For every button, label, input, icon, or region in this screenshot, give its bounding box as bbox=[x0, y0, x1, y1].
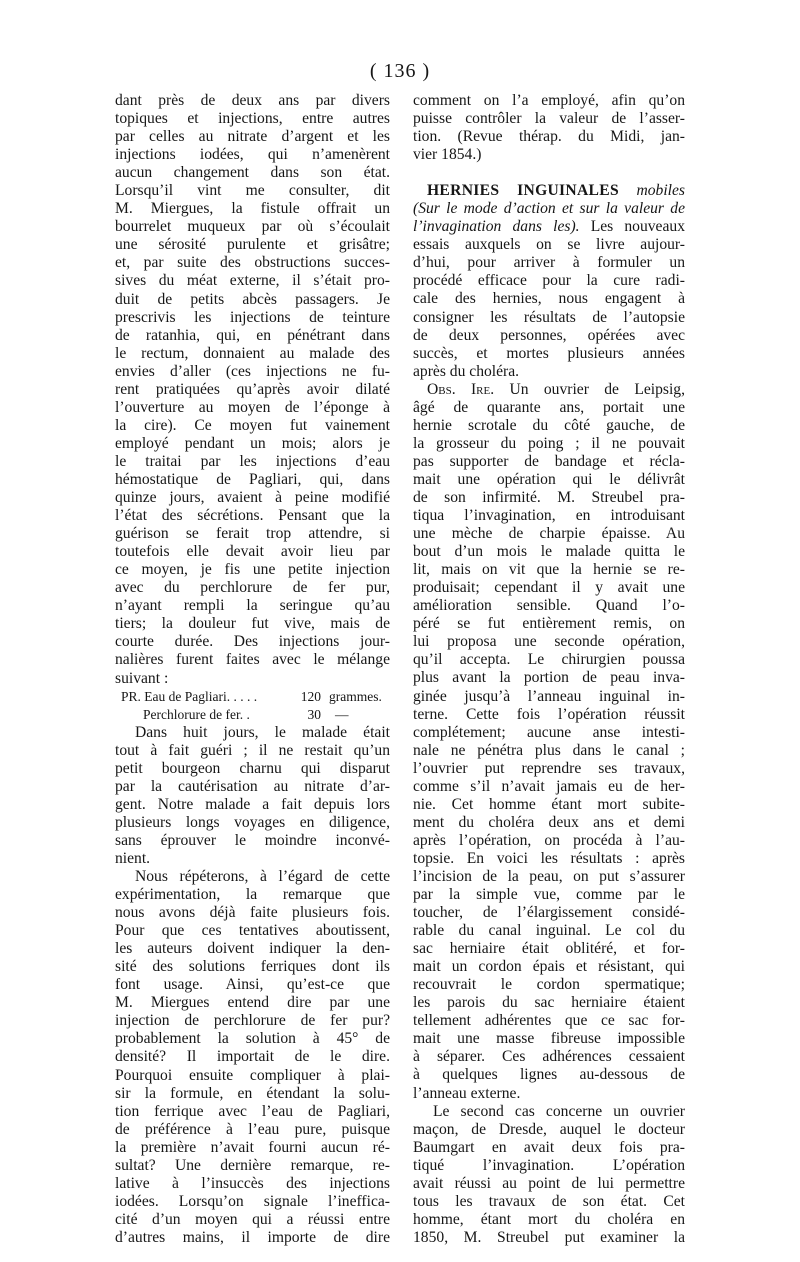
text-line: sans éprouver le moindre inconvé- bbox=[115, 831, 390, 849]
text-line: Lorsqu’il vint me consulter, dit bbox=[115, 182, 390, 200]
text-line: qu’il accepta. Le chirurgien poussa bbox=[413, 651, 685, 669]
text-line: comment on l’a employé, afin qu’on bbox=[413, 92, 685, 109]
text-line: le traitai par les injections d’eau bbox=[115, 452, 390, 470]
text-line: densité? Il importait de le dire. bbox=[115, 1048, 390, 1066]
left-column bbox=[115, 92, 390, 1247]
text-line: produisait; cependant il y avait une bbox=[413, 579, 685, 597]
left-paragraph-2 bbox=[115, 724, 390, 868]
section-subtitle-line bbox=[413, 218, 685, 236]
text-line: péré se fut entièrement remis, on bbox=[413, 615, 685, 633]
text-line: d’autres mains, il importe de dire bbox=[115, 1228, 390, 1246]
text-line: nale ne pénétra plus dans le canal ; bbox=[413, 741, 685, 759]
text-line: envies d’aller (ces injections ne fu- bbox=[115, 362, 390, 380]
observation-label: Obs. Ire. bbox=[427, 380, 495, 398]
section-title-italic: mobiles bbox=[636, 182, 685, 200]
text-line: Pour que ces tentatives aboutissent, bbox=[115, 922, 390, 940]
text-line: l’ouvrier put reprendre ses travaux, bbox=[413, 759, 685, 777]
text-line: de son infirmité. M. Streubel pra- bbox=[413, 488, 685, 506]
text-line: nalières furent faites avec le mélange bbox=[115, 651, 390, 669]
text-line: n’ayant rempli la seringue qu’au bbox=[115, 597, 390, 615]
text-line: mait une masse fibreuse impossible bbox=[413, 1030, 685, 1048]
text-line: mait une opération qui le délivrât bbox=[413, 470, 685, 488]
text-line: rable du canal inguinal. Le col du bbox=[413, 922, 685, 940]
text-line: Le second cas concerne un ouvrier bbox=[433, 1102, 685, 1120]
text-line: topsie. En voici les résultats : après bbox=[413, 849, 685, 867]
text-line: tous les travaux de son état. Cet bbox=[413, 1192, 685, 1210]
text-line: gent. Notre malade a fait depuis lors bbox=[115, 795, 390, 813]
text-line: puisse contrôler la valeur de l’asser- bbox=[413, 110, 685, 128]
text-line: bourrelet muqueux par où s’écoulait bbox=[115, 218, 390, 236]
text-line: l’état des sécrétions. Pensant que la bbox=[115, 507, 390, 525]
text-line: par celles au nitrate d’argent et les bbox=[115, 128, 390, 146]
text-line: une sérosité purulente et grisâtre; bbox=[115, 236, 390, 254]
formula-row bbox=[121, 688, 390, 706]
section-subtitle: (Sur le mode d’action et sur la valeur de bbox=[413, 200, 685, 218]
text-line: de ratanhia, qui, en pénétrant dans bbox=[115, 326, 390, 344]
text-line: lative à l’insuccès des injections bbox=[115, 1174, 390, 1192]
text-line: M. Miergues entend dire par une bbox=[115, 994, 390, 1012]
right-paragraph-last bbox=[413, 1103, 685, 1247]
text-line: injections iodées, qui n’amenèrent bbox=[115, 146, 390, 164]
text-line: la première n’avait fourni aucun ré- bbox=[115, 1138, 390, 1156]
section-subtitle: l’invagination dans les). bbox=[413, 218, 580, 236]
text-line: nient. bbox=[115, 849, 151, 867]
text-line: l’ouverture au moyen de l’éponge à bbox=[115, 398, 390, 416]
section-intro-text bbox=[413, 236, 685, 380]
formula-quantity: 30 bbox=[307, 706, 321, 722]
formula-quantity: 120 bbox=[300, 688, 321, 704]
text-line: les parois du sac herniaire étaient bbox=[413, 994, 685, 1012]
text-line: nie. Cet homme étant mort subite- bbox=[413, 795, 685, 813]
observation-first-line bbox=[413, 381, 685, 399]
text-line: aucun changement dans son état. bbox=[115, 164, 390, 182]
text-line: cale des hernies, nous engagent à bbox=[413, 290, 685, 308]
text-line: à séparer. Ces adhérences cessaient bbox=[413, 1048, 685, 1066]
text-line: tion ferrique avec l’eau de Pagliari, bbox=[115, 1102, 390, 1120]
text-line: de préférence à l’eau pure, puisque bbox=[115, 1120, 390, 1138]
text-line: sives du méat externe, il s’était pro- bbox=[115, 272, 390, 290]
text-line: probablement la solution à 45° de bbox=[115, 1030, 390, 1048]
text-line: lui proposa une seconde opération, bbox=[413, 633, 685, 651]
text-line: employé pendant un mois; alors je bbox=[115, 434, 390, 452]
right-column bbox=[413, 92, 685, 1247]
text-line: par la simple vue, comme par le bbox=[413, 886, 685, 904]
text-line: Dans huit jours, le malade était bbox=[135, 723, 390, 741]
text-line: l’incision de la peau, on put s’assurer bbox=[413, 867, 685, 885]
text-line: ginée jusqu’à l’anneau inguinal in- bbox=[413, 687, 685, 705]
text-line: tion. (Revue thérap. du Midi, jan- bbox=[413, 128, 685, 146]
observation-text: Un ouvrier de Leipsig, bbox=[494, 380, 685, 398]
text-line: dant près de deux ans par divers bbox=[115, 92, 390, 109]
text-line: âgé de quarante ans, portait une bbox=[413, 398, 685, 416]
text-line: 1850, M. Streubel put examiner la bbox=[413, 1228, 685, 1246]
text-line: prescrivis les injections de teinture bbox=[115, 308, 390, 326]
observation-body bbox=[413, 399, 685, 1103]
text-line: sité des solutions ferriques dont ils bbox=[115, 958, 390, 976]
text-line: une mèche de charpie épaisse. Au bbox=[413, 525, 685, 543]
section-intro: Les nouveaux bbox=[579, 218, 685, 236]
formula-unit: grammes. bbox=[329, 688, 382, 704]
text-line: recouvrait le cordon spermatique; bbox=[413, 976, 685, 994]
text-line: petit bourgeon charnu qui disparut bbox=[115, 759, 390, 777]
text-line: vier 1854.) bbox=[413, 146, 482, 164]
section-spacer bbox=[413, 164, 685, 182]
text-line: et, par suite des obstructions succes- bbox=[115, 254, 390, 272]
text-line: courte durée. Des injections jour- bbox=[115, 633, 390, 651]
text-line: comme s’il n’avait jamais eu de her- bbox=[413, 777, 685, 795]
left-paragraph-3 bbox=[115, 868, 390, 1247]
text-line: sac herniaire était oblitéré, et for- bbox=[413, 940, 685, 958]
text-line: homme, étant mort du choléra en bbox=[413, 1210, 685, 1228]
right-paragraph-1 bbox=[413, 92, 685, 164]
page-number: ( 136 ) bbox=[369, 60, 431, 82]
text-line: le rectum, donnaient au malade des bbox=[115, 344, 390, 362]
formula-unit: — bbox=[335, 706, 349, 722]
text-line: consigner les résultats de l’autopsie bbox=[413, 308, 685, 326]
text-line: terne. Cette fois l’opération réussit bbox=[413, 705, 685, 723]
text-line: succès, et mortes plusieurs années bbox=[413, 344, 685, 362]
text-line: les auteurs doivent indiquer la den- bbox=[115, 940, 390, 958]
text-line: hémostatique de Pagliari, qui, dans bbox=[115, 470, 390, 488]
section-subtitle-line bbox=[413, 200, 685, 218]
text-line: ce moyen, je fis une petite injection bbox=[115, 561, 390, 579]
text-line: injection de perchlorure de fer pur? bbox=[115, 1012, 390, 1030]
text-line: avec du perchlorure de fer pur, bbox=[115, 579, 390, 597]
text-line: rent pratiquées qu’après avoir dilaté bbox=[115, 380, 390, 398]
text-line: après l’opération, on procéda à l’au- bbox=[413, 831, 685, 849]
section-title: HERNIES INGUINALES bbox=[427, 182, 619, 200]
text-line: avait réussi au point de lui permettre bbox=[413, 1174, 685, 1192]
text-line: à quelques lignes au-dessous de bbox=[413, 1066, 685, 1084]
text-line: d’hui, pour arriver à formuler un bbox=[413, 254, 685, 272]
text-line: hernie scrotale du côté gauche, de bbox=[413, 416, 685, 434]
text-line: l’anneau externe. bbox=[413, 1084, 521, 1102]
text-line: iodées. Lorsqu’on signale l’ineffica- bbox=[115, 1192, 390, 1210]
text-line: par la cautérisation au nitrate d’ar- bbox=[115, 777, 390, 795]
text-line: amélioration sensible. Quand l’o- bbox=[413, 597, 685, 615]
text-line: la cire). Ce moyen fut vainement bbox=[115, 416, 390, 434]
text-line: la grosseur du poing ; il ne pouvait bbox=[413, 434, 685, 452]
text-line: font usage. Ainsi, qu’est-ce que bbox=[115, 976, 390, 994]
text-line: mait un cordon épais et résistant, qui bbox=[413, 958, 685, 976]
text-line: guérison se ferait trop attendre, si bbox=[115, 525, 390, 543]
section-heading-line bbox=[413, 182, 685, 200]
text-line: Nous répéterons, à l’égard de cette bbox=[135, 868, 390, 886]
text-line: toucher, de l’élargissement considé- bbox=[413, 904, 685, 922]
formula-ingredient: PR. Eau de Pagliari. . . . . bbox=[121, 688, 258, 704]
formula-row bbox=[121, 706, 390, 724]
text-line: tellement adhérentes que ce sac for- bbox=[413, 1012, 685, 1030]
text-line: essais auxquels on se livre aujour- bbox=[413, 236, 685, 254]
text-line: topiques et injections, entre autres bbox=[115, 110, 390, 128]
hernia-section bbox=[413, 182, 685, 381]
text-line: procédé efficace pour la cure radi- bbox=[413, 272, 685, 290]
observation-1 bbox=[413, 381, 685, 1103]
formula-ingredient: Perchlorure de fer. . bbox=[143, 706, 250, 722]
text-line: duit de petits abcès passagers. Je bbox=[115, 290, 390, 308]
text-line: suivant : bbox=[115, 669, 169, 687]
text-line: pas supporter de bandage et récla- bbox=[413, 452, 685, 470]
text-line: sultat? Une dernière remarque, re- bbox=[115, 1156, 390, 1174]
text-line: sir la formule, en étendant la solu- bbox=[115, 1084, 390, 1102]
text-line: quinze jours, avaient à peine modifié bbox=[115, 489, 390, 507]
text-line: plus avant la portion de peau inva- bbox=[413, 669, 685, 687]
left-paragraph-1 bbox=[115, 92, 390, 688]
prescription-formula bbox=[115, 688, 390, 724]
text-line: tiqua l’invagination, en introduisant bbox=[413, 507, 685, 525]
text-line: M. Miergues, la fistule offrait un bbox=[115, 200, 390, 218]
text-line: Baumgart en avait deux fois pra- bbox=[413, 1138, 685, 1156]
text-line: complétement; aucune anse intesti- bbox=[413, 723, 685, 741]
text-line: tiers; la douleur fut vive, mais de bbox=[115, 615, 390, 633]
text-line: de deux personnes, opérées avec bbox=[413, 326, 685, 344]
text-line: lit, mais on vit que la hernie se re- bbox=[413, 561, 685, 579]
text-line: maçon, de Dresde, auquel le docteur bbox=[413, 1120, 685, 1138]
text-line: tout à fait guéri ; il ne restait qu’un bbox=[115, 741, 390, 759]
text-line: expérimentation, la remarque que bbox=[115, 886, 390, 904]
text-line: après du choléra. bbox=[413, 362, 520, 380]
text-line: tiqué l’invagination. L’opération bbox=[413, 1156, 685, 1174]
text-line: plusieurs longs voyages en diligence, bbox=[115, 813, 390, 831]
text-line: ment du choléra deux ans et demi bbox=[413, 813, 685, 831]
text-line: Pourquoi ensuite compliquer à plai- bbox=[115, 1066, 390, 1084]
text-line: toutefois elle devait avoir lieu par bbox=[115, 543, 390, 561]
text-line: cité d’un moyen qui a réussi entre bbox=[115, 1210, 390, 1228]
text-line: nous avons déjà faite plusieurs fois. bbox=[115, 904, 390, 922]
text-line: bout d’un mois le malade quitta le bbox=[413, 543, 685, 561]
